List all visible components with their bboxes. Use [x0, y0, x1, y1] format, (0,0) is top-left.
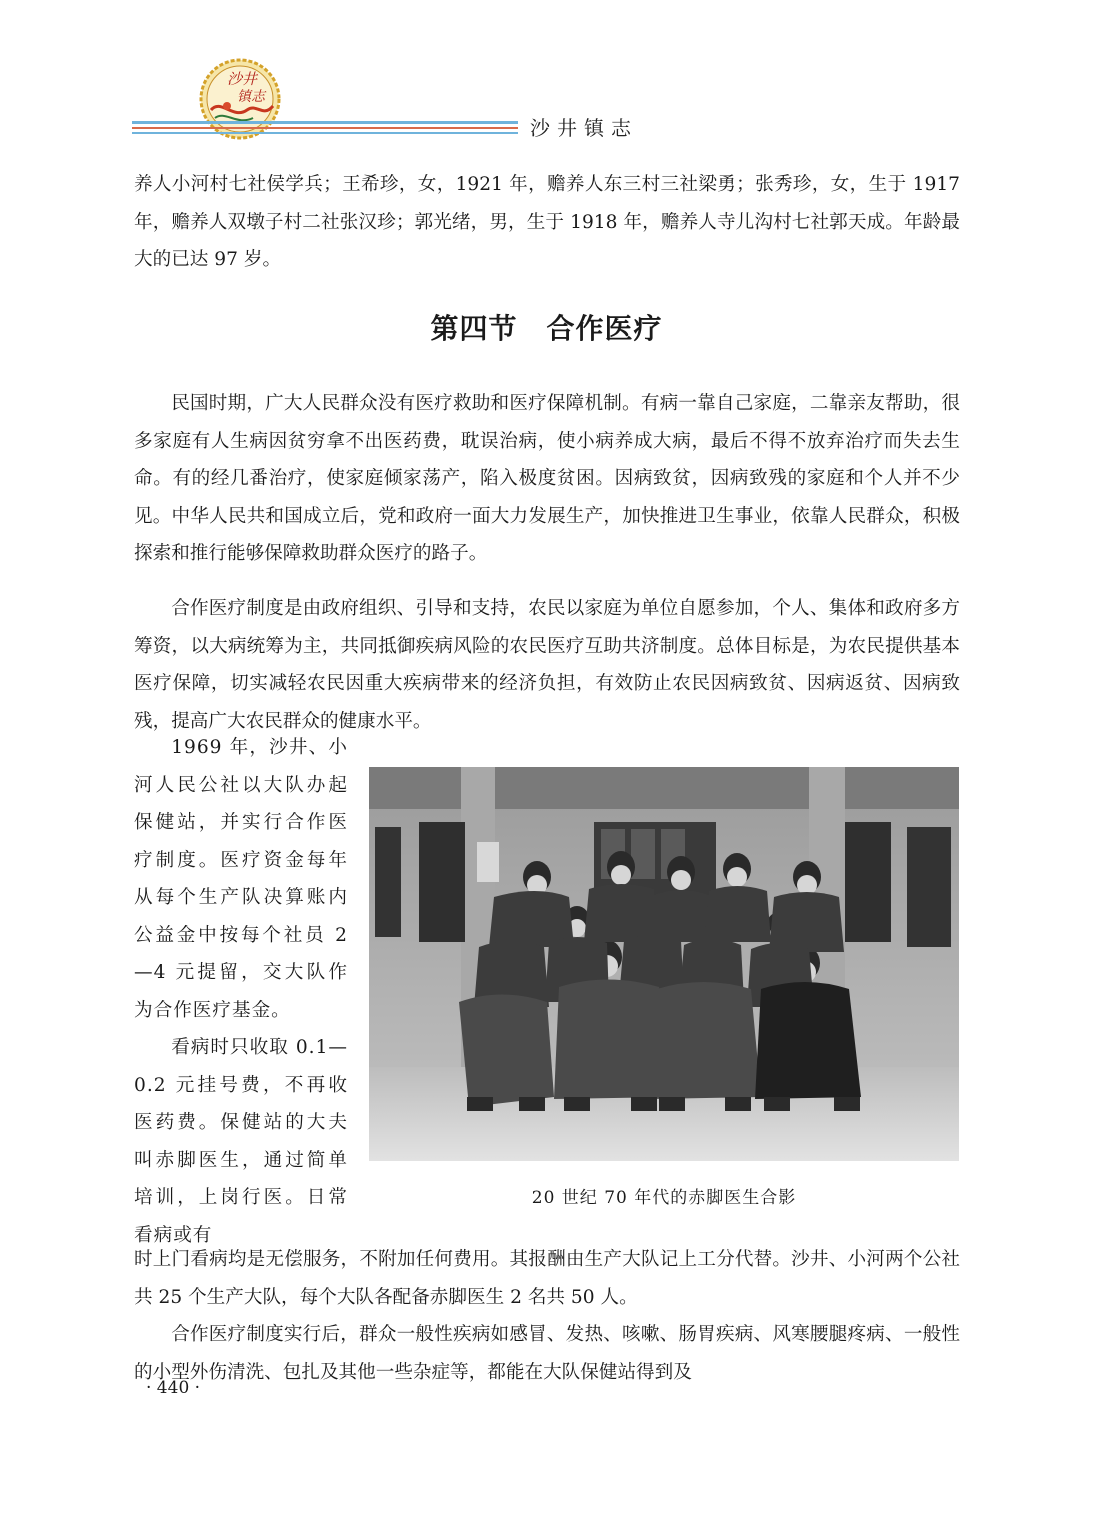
paragraph-registration-fee: 看病时只收取 0.1—0.2 元挂号费，不再收医药费。保健站的大夫叫赤脚医生，通过简单培训，上岗行医。日常看病或有 [134, 1037, 348, 1246]
paragraph-after-implementation: 合作医疗制度实行后，群众一般性疾病如感冒、发热、咳嗽、肠胃疾病、风寒腰腿疼病、一般性的小型外伤清洗、包扎及其他一些杂症等，都能在大队保健站得到及 [134, 1324, 960, 1383]
running-head-title: 沙井镇志 [530, 116, 638, 140]
paragraph-1969-health-stations: 1969 年，沙井、小河人民公社以大队办起保健站，并实行合作医疗制度。医疗资金每年从每个生产队决算账内公益金中按每个社员 2—4 元提留，交大队作为合作医疗基金。 [134, 737, 348, 1021]
page-number: · 440 · [146, 1378, 201, 1398]
wrapped-text-column [134, 729, 348, 1254]
barefoot-doctors-group-photo [369, 767, 959, 1161]
header-rule-red [132, 127, 518, 129]
photo-caption: 20 世纪 70 年代的赤脚医生合影 [531, 1188, 797, 1208]
svg-text:沙井: 沙井 [227, 70, 258, 88]
paragraph-republic-era: 民国时期，广大人民群众没有医疗救助和医疗保障机制。有病一靠自己家庭，二靠亲友帮助，很多家庭有人生病因贫穷拿不出医药费，耽误治病，使小病养成大病，最后不得不放弃治疗而失去生命。有的经几番治疗，使家庭倾家荡产，陷入极度贫困。因病致贫，因病致残的家庭和个人并不少见。中华人民共和国成立后，党和政府一面大力发展生产，加快推进卫生事业，依靠人民群众，积极探索和推行能够保障救助群众医疗的路子。 [134, 393, 960, 564]
header-rule-blue-top [132, 121, 518, 124]
top-paragraph: 养人小河村七社侯学兵；王希珍，女，1921 年，赡养人东三村三社梁勇；张秀珍，女，生于 1917 年，赡养人双墩子村二社张汉珍；郭光绪，男，生于 1918 年，赡养人寺儿沟村七社郭天成。年龄最大的已达 97 岁。 [134, 174, 960, 270]
paragraph-cooperative-definition: 合作医疗制度是由政府组织、引导和支持，农民以家庭为单位自愿参加，个人、集体和政府多方筹资，以大病统筹为主，共同抵御疾病风险的农民医疗互助共济制度。总体目标是，为农民提供基本医疗保障，切实减轻农民因重大疾病带来的经济负担，有效防止农民因病致贫、因病返贫、因病致残，提高广大农民群众的健康水平。 [134, 598, 960, 732]
svg-text:镇志: 镇志 [237, 89, 265, 105]
paragraph-unpaid-service: 时上门看病均是无偿服务，不附加任何费用。其报酬由生产大队记上工分代替。沙井、小河两个公社共 25 个生产大队，每个大队各配备赤脚医生 2 名共 50 人。 [134, 1249, 960, 1308]
section-heading: 第四节 合作医疗 [430, 312, 663, 345]
header-rule-blue-bottom [132, 132, 518, 134]
